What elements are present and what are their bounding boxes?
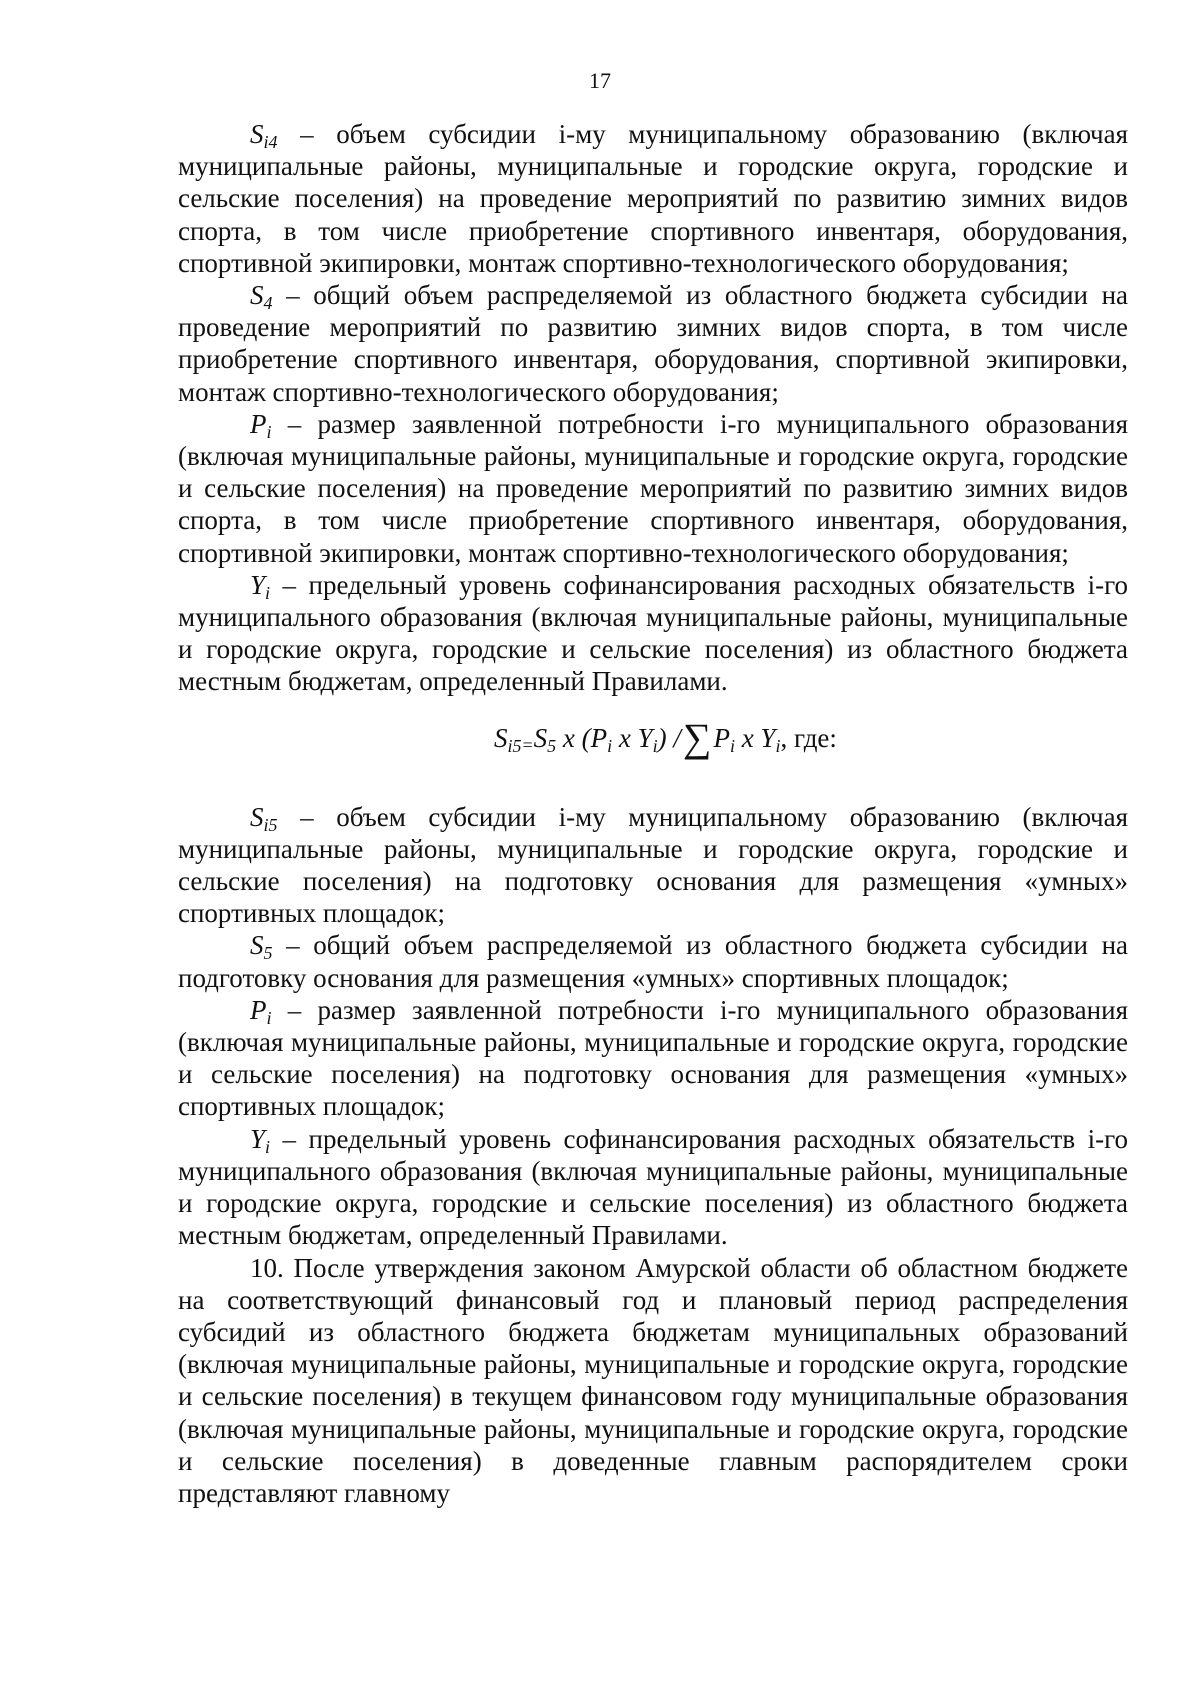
definition-s4 [178, 279, 1128, 408]
definition-si5 [178, 801, 1128, 930]
definition-text: – объем субсидии i-му муниципальному образованию (включая муниципальные районы, муниципальные и городские округа, городские и сельские поселения) на подготовку основания для размещения «умных» спортивных площадок; [178, 801, 1128, 929]
definition-s5 [178, 929, 1128, 993]
definition-pi [178, 408, 1128, 569]
definition-text: – предельный уровень софинансирования расходных обязательств i-го муниципального образования (включая муниципальные районы, муниципальные и городские округа, городские и сельские поселения) из областного бюджета местным бюджетам, определенный Правилами. [178, 1123, 1128, 1251]
definition-text: – предельный уровень софинансирования расходных обязательств i-го муниципального образования (включая муниципальные районы, муниципальные и городские округа, городские и сельские поселения) из областного бюджета местным бюджетам, определенный Правилами. [178, 569, 1128, 697]
definition-si4 [178, 118, 1128, 279]
definition-yi-2 [178, 1123, 1128, 1252]
symbol: $Y_i$ [250, 1123, 271, 1157]
paragraph-10: 10. После утверждения законом Амурской области об областном бюджете на соответствующий финансовый год и плановый период распределения субсидий из областного бюджета бюджетам муниципальных образований (включая муниципальные районы, муниципальные и городские округа, городские и сельские поселения) в текущем финансовом году муниципальные образования (включая муниципальные районы, муниципальные и городские округа, городские и сельские поселения) в доведенные главным распорядителем сроки представляют главному [178, 1252, 1128, 1508]
symbol: $Y_i$ [250, 569, 271, 603]
definition-text: – объем субсидии i-му муниципальному образованию (включая муниципальные районы, муниципальные и городские округа, городские и сельские поселения) на проведение мероприятий по развитию зимних видов спорта, в том числе приобретение спортивного инвентаря, оборудования, спортивной экипировки, монтаж спортивно-технологического оборудования; [178, 119, 1128, 278]
definition-text: – общий объем распределяемой из областного бюджета субсидии на подготовку основания для размещения «умных» спортивных площадок; [178, 930, 1128, 993]
definition-text: – размер заявленной потребности i-го муниципального образования (включая муниципальные районы, муниципальные и городские округа, городские и сельские поселения) на подготовку основания для размещения «умных» спортивных площадок; [178, 994, 1128, 1122]
formula-si5: $S_{i5}=S_5$ x ($P_i$ x $Y_i$) $/\sum P_i$ x $Y_i$, где: [494, 714, 837, 760]
sigma-symbol: ∑ [682, 714, 712, 760]
definition-pi-2 [178, 994, 1128, 1123]
definition-yi [178, 569, 1128, 698]
page-number: 17 [589, 68, 611, 93]
symbol: $S_5$ [250, 930, 273, 964]
document-body [178, 118, 1128, 1509]
definition-text: – общий объем распределяемой из областного бюджета субсидии на проведение мероприятий по развитию зимних видов спорта, в том числе приобретение спортивного инвентаря, оборудования, спортивной экипировки, монтаж спортивно-технологического оборудования; [178, 280, 1128, 407]
symbol: $S_{i5}$ [250, 801, 278, 835]
definition-text: – размер заявленной потребности i-го муниципального образования (включая муниципальные районы, муниципальные и городские округа, городские и сельские поселения) на проведение мероприятий по развитию зимних видов спорта, в том числе приобретение спортивного инвентаря, оборудования, спортивной экипировки, монтаж спортивно-технологического оборудования; [178, 408, 1128, 568]
symbol: $P_i$ [250, 408, 272, 442]
symbol: $P_i$ [250, 994, 272, 1028]
symbol: $S_{i4}$ [250, 119, 278, 152]
symbol: $S_4$ [250, 280, 273, 314]
